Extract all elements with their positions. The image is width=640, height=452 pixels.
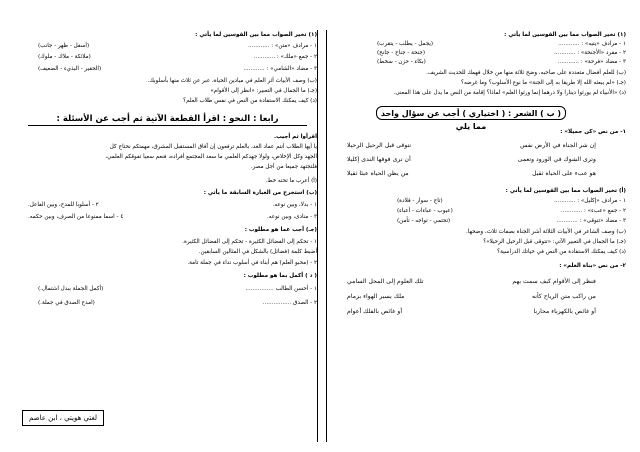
right-from-text-1: ١- من نص «كن جميلا» :: [560, 129, 626, 135]
left-q1-item-2-options: (ملائكة - ملاك - ملوك): [38, 54, 91, 60]
left-q1-item-2: [18, 54, 317, 61]
left-q1-item-3: [18, 66, 317, 73]
grammar-item-3: ٣ - منادى، وبين نوعه.: [267, 214, 317, 220]
poem1-q-a: (أ) تخير الصواب مما بين القوسين لما يأتي :: [505, 188, 626, 194]
grammar-q-c-2: ٢ - (محبو العلم) هم أبناء في أسلوب نداء في جملة تامة.: [187, 260, 317, 266]
poem1-q-b: (ب) وصف الشاعر في الأبيات الثلاثة أشر الجناة بصفات ثلاث، وضحها.: [466, 229, 626, 235]
right-q1-item-3: [327, 59, 626, 66]
grammar-q-d: ( د ) أكمل بما هو مطلوب :: [243, 273, 317, 279]
poem1-line1-second: تتوقى قبل الرحيل الرحيلا: [347, 142, 412, 149]
grammar-q-b: (ب) استخرج من العبارة السابقة ما يأتي :: [203, 190, 317, 196]
poem1-item-2-options: (عيوب - عباءات - أعباء): [397, 208, 453, 214]
poem1-item-1-text: ١ - مرادف «إكليل» : ............: [554, 198, 626, 204]
grammar-q-d-2: [18, 300, 317, 307]
right-q1-item-2-text: ٢ - مفرد «الأجنحة» : ............: [554, 50, 626, 56]
right-q1-item-3-text: ٣ - مضاد «فرحة» : ............: [557, 59, 626, 65]
grammar-q-d-1-text: ١ - أحسن الطالب ................: [245, 286, 317, 292]
poem1-item-1-options: (تاج - سوار - قلادة): [397, 198, 443, 204]
poem1-item-2-text: ٢ - جمع «عبء» : ............: [560, 208, 626, 214]
poem1-item-3-text: ٣ - مضاد «تتوقى» : ............: [556, 218, 626, 224]
poetry-banner: ( ب ) الشعر : ( اختياري ) أجب عن سؤال واحد مما يلي: [376, 106, 566, 120]
left-column: [18, 30, 318, 442]
left-q1-item-1-options: (أسفل - ظهر - جانب): [38, 43, 90, 49]
right-q-d: (د) «الأنبياء لم يورثوا دينارا ولا درهما إنما ورثوا العلم» لماذا؟ إقامة من النص ما يدل على هذا المعنى.: [393, 90, 626, 96]
grammar-item-2: ٢ - أسلوبا للمدح، وبين الفاعل.: [28, 202, 99, 208]
poem2-line2-first: من راكب متن الرياح كأنه: [531, 293, 596, 300]
right-q1-item-1-options: (يجمل - يطلب - يتقرب): [377, 41, 434, 47]
poem1-line1-first: إن شر الجناة في الأرض نفس: [520, 142, 596, 149]
left-q1-item-3-options: (الحقير - البذيء - الضعيف): [38, 66, 102, 72]
right-column: [326, 30, 626, 442]
grammar-items-row-2: [18, 214, 317, 221]
grammar-heading: رابعا : النحو : اقرأ القطعة الآتية ثم أجب عن الأسئلة :: [28, 114, 307, 126]
poem1-line2-first: وترى الشوك في الورود وتعمى: [517, 156, 596, 163]
right-q1-item-2-options: (جنحة - جناح - جانح): [377, 50, 426, 56]
poem1-line2-second: أن ترى فوقها الندى إكليلا: [347, 156, 411, 163]
grammar-q-c: (جـ) أجب عما هو مطلوب :: [244, 227, 317, 233]
right-from-text-2: ٢- من نص «بناة العلم» :: [559, 263, 626, 269]
grammar-q-d-1-hint: (أكمل الجملة ببدل اشتمال.): [38, 286, 104, 292]
poem1-line3-first: هو عبء على الحياة ثقيل: [532, 170, 596, 177]
left-q-c: (جـ) ما الجمال في التعبير: «انظر إلى الأقوام»: [210, 88, 317, 94]
poem1-item-1: [327, 198, 626, 205]
poem2-line2-second: ملك يسير الهواء بزمام: [347, 293, 405, 300]
grammar-q-d-2-text: ٢ - الصدق ................: [262, 300, 317, 306]
poem2-line1-second: تلك العلوم إلى المحل السامي: [347, 278, 424, 285]
poem2-line1-first: فنظر إلى الأقوام كيف سمت بهم: [512, 278, 596, 285]
poem1-item-3-options: (تحتمي - تواجه - تأمن): [397, 218, 451, 224]
poem1-q-c: (جـ) ما الجمال في التعبير الآتي: «تتوقى قبل الرحيل الرحيلا»؟: [483, 239, 626, 245]
poem1-q-d: (د) كيف يمكنك الاستفادة من النص في حياتك الدراسية؟: [497, 249, 626, 255]
passage-line-1: اقرأوا ثم أجيب.: [273, 134, 317, 140]
left-q-b: (ب) وصف الأبيات أثر العلم في ميادين الحياة، عبر عن ثلاث منها بأسلوبك.: [147, 78, 317, 84]
right-q1-item-1-text: ١ - مرادف «يتيه» : ............: [558, 41, 626, 47]
grammar-q-c-1: ١ - تحكم إلى الفضائل الكثيرة - تحكم إلى الفضائل الكثيرة.: [182, 239, 317, 245]
right-q-c: (جـ) «لم يبعثه الله إلا طريقا به إلى الجنة» ما نوع الأسلوب؟ وما غرضه؟: [460, 80, 626, 86]
poem1-line3-second: من يظن الحياة عبئا ثقيلا: [347, 170, 409, 177]
passage-line-2: يا أيها الطلاب أنتم عماد الغد، بالعلم ترفعون إن آفاق المستقبل المشرق، مهمتكم نحتاج كل: [109, 144, 317, 150]
grammar-q-a: (أ) أعرب ما تحته خط.: [265, 178, 317, 184]
right-q1-item-2: [327, 50, 626, 57]
right-q1-header: (١) تخير الصواب مما بين القوسين لما يأتي :: [504, 32, 626, 38]
poem2-line3-second: أو غائص بالفلك أعوام: [347, 308, 403, 315]
left-q1-item-1-text: ١ - مرادف «متن» : ............: [248, 43, 317, 49]
poem1-item-3: [327, 218, 626, 225]
right-q1-item-3-options: (بكاء - حزن - سخط): [377, 59, 426, 65]
passage-line-3: الجهد وكل الإخلاص، ولولا جهدكم العلمي ما سعد المجتمع أفراده، فنعم سعيا تفوقكم العلمي،: [105, 154, 317, 160]
grammar-q-c-1b: أضبط كلمة (فضائل) بالشكل في المثالين السابقين.: [198, 249, 317, 255]
left-q1-item-2-text: ٢ - جمع «ملك» : ............: [253, 54, 317, 60]
right-q1-item-1: [327, 41, 626, 48]
left-q-d: (د) كيف يمكنك الاستفادة من النص في نفس طلاب العلم؟: [183, 98, 317, 104]
grammar-q-d-2-hint: (امدح الصدق في جملة.): [38, 300, 95, 306]
left-q1-item-1: [18, 43, 317, 50]
grammar-q-d-1: [18, 286, 317, 293]
poem2-line3-first: أو غائص بالكهرباء محاربا: [533, 308, 596, 315]
grammar-items-row-1: [18, 202, 317, 209]
poem1-item-2: [327, 208, 626, 215]
grammar-item-4: ٤ - اسما ممنوعا من الصرف، وبين حكمه.: [28, 214, 124, 220]
left-q1-header: (١) تخير الصواب مما بين القوسين لما يأتي :: [195, 32, 317, 38]
right-q-b: (ب) للعلم أفضال متعددة على صاحبه، وضح ثلاثة منها من خلال فهمك للحديث الشريف.: [426, 70, 626, 76]
footer-label: لغتي هويتي ، ابن عاصم: [22, 410, 104, 426]
passage-line-4: فلتجتهد جميعا من أجل مصر.: [250, 164, 317, 170]
left-q1-item-3-text: ٣ - مضاد «الشامي» : ............: [243, 66, 317, 72]
grammar-item-1: ١ - بدلا، وبين نوعه.: [272, 202, 317, 208]
